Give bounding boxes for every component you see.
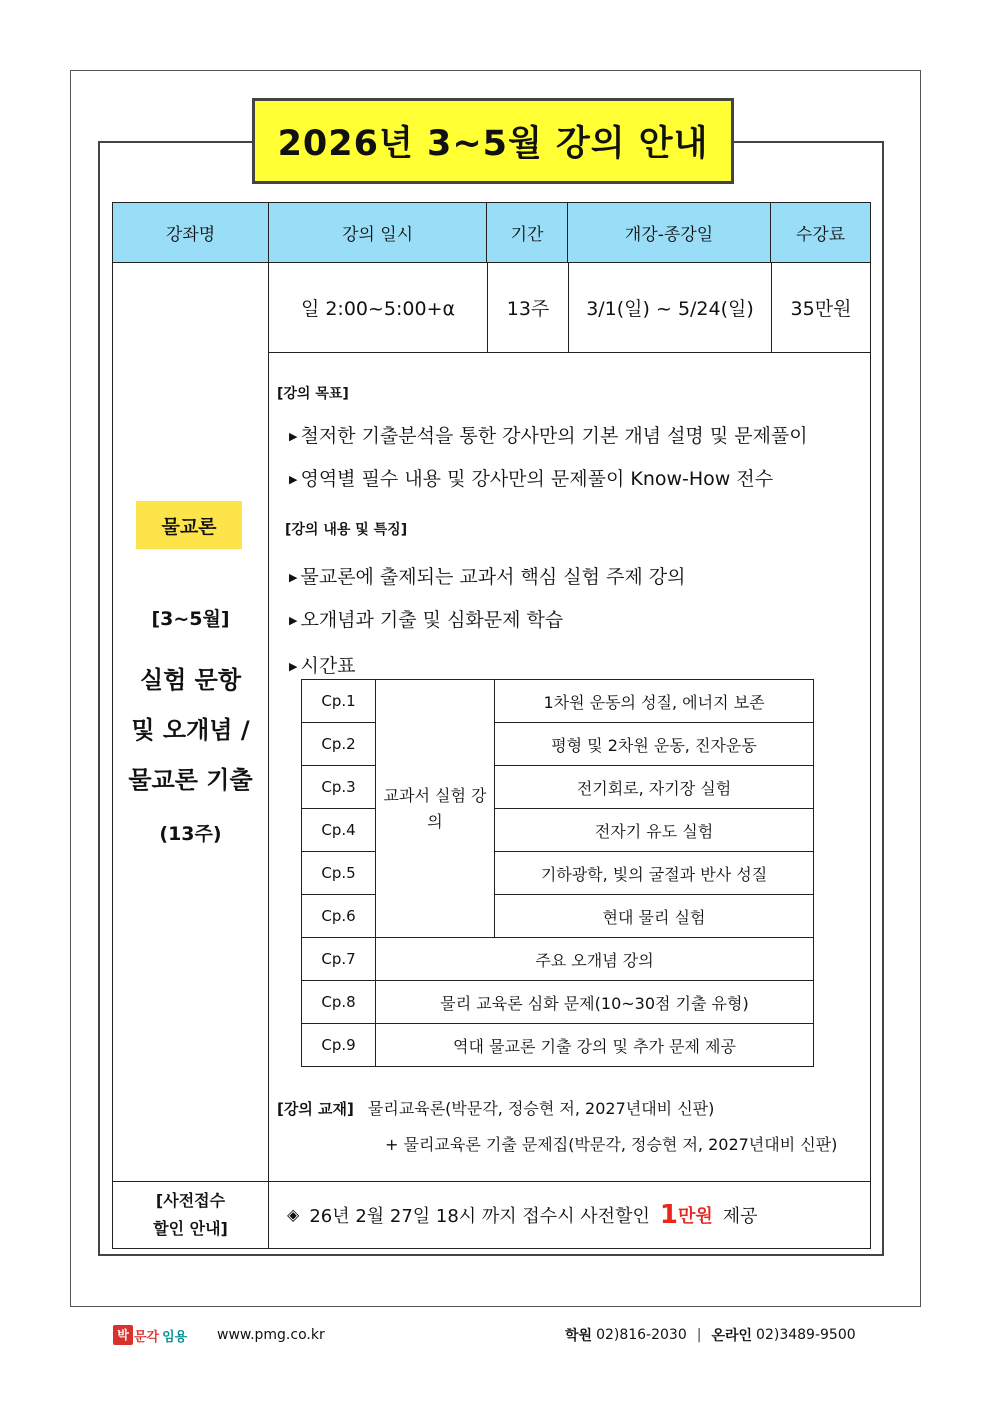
- cp-cell: Cp.1: [302, 680, 376, 723]
- book-main: 물리교육론(박문각, 정승현 저, 2027년대비 신판): [367, 1099, 715, 1118]
- triangle-bullet-icon: ▶: [289, 473, 298, 486]
- table-row: [302, 938, 814, 981]
- books-label: [강의 교재]: [277, 1100, 354, 1118]
- course-table: [112, 202, 871, 1249]
- fee-value: 35만원: [790, 298, 852, 320]
- header-dates: 개강-종강일: [568, 203, 771, 263]
- table-row: [302, 680, 814, 723]
- content-item: ▶ 물교론에 출제되는 교과서 핵심 실험 주제 강의: [289, 566, 686, 588]
- triangle-bullet-icon: ▶: [289, 660, 298, 673]
- books-line: [277, 1096, 714, 1119]
- academy-phone: 02)816-2030: [596, 1327, 687, 1343]
- topic-cell: 물리 교육론 심화 문제(10~30점 기출 유형): [376, 981, 814, 1024]
- topic-cell: 1차원 운동의 성질, 에너지 보존: [495, 680, 814, 723]
- course-title-line: 물교론 기출: [128, 766, 253, 794]
- goals-label: [강의 목표]: [277, 386, 349, 402]
- contact-info: 학원 02)816-2030 | 온라인 02)3489-9500: [565, 1327, 856, 1344]
- discount-detail: 26년 2월 27일 18시 까지 접수시 사전할인: [309, 1205, 650, 1227]
- divider: [268, 352, 870, 353]
- discount-unit: 만원: [677, 1205, 713, 1227]
- course-title-line: 실험 문항: [139, 666, 242, 694]
- triangle-bullet-icon: ▶: [289, 430, 298, 443]
- goal-item: ▶ 철저한 기출분석을 통한 강사만의 기본 개념 설명 및 문제풀이: [289, 425, 808, 447]
- topic-cell: 평형 및 2차원 운동, 진자운동: [495, 723, 814, 766]
- triangle-bullet-icon: ▶: [289, 571, 298, 584]
- cp-cell: Cp.3: [302, 766, 376, 809]
- cp-cell: Cp.9: [302, 1024, 376, 1067]
- content-item: ▶ 시간표: [289, 655, 356, 677]
- timetable: [301, 679, 814, 1067]
- divider: [268, 263, 269, 1248]
- course-title: [113, 655, 268, 805]
- triangle-bullet-icon: ▶: [289, 614, 298, 627]
- topic-cell: 주요 오개념 강의: [376, 938, 814, 981]
- topic-cell: 현대 물리 실험: [495, 895, 814, 938]
- table-row: [302, 1024, 814, 1067]
- cp-cell: Cp.6: [302, 895, 376, 938]
- page-title: 2026년 3~5월 강의 안내: [252, 98, 734, 184]
- duration-value: 13주: [506, 298, 550, 320]
- logo-mark-icon: 박: [113, 1325, 133, 1345]
- subject-badge: 물교론: [136, 501, 242, 549]
- cp-cell: Cp.5: [302, 852, 376, 895]
- content-item: ▶ 오개념과 기출 및 심화문제 학습: [289, 609, 564, 631]
- table-row: [302, 981, 814, 1024]
- dates-value: 3/1(일) ~ 5/24(일): [586, 298, 754, 320]
- website-link[interactable]: www.pmg.co.kr: [217, 1327, 325, 1343]
- topic-cell: 역대 물교론 기출 강의 및 추가 문제 제공: [376, 1024, 814, 1067]
- course-info: [113, 263, 268, 1181]
- diamond-icon: ◈: [287, 1205, 300, 1224]
- course-title-line: 및 오개념 /: [131, 716, 250, 744]
- course-term: [3~5월]: [151, 608, 230, 630]
- discount-text: [287, 1181, 758, 1248]
- schedule-value: 일 2:00~5:00+α: [300, 298, 456, 320]
- topic-cell: 기하광학, 빛의 굴절과 반사 성질: [495, 852, 814, 895]
- book-extra: + 물리교육론 기출 문제집(박문각, 정승현 저, 2027년대비 신판): [385, 1135, 838, 1154]
- course-weeks: (13주): [159, 823, 222, 845]
- header-schedule: 강의 일시: [269, 203, 487, 263]
- content-label: [강의 내용 및 특징]: [285, 522, 408, 538]
- online-phone: 02)3489-9500: [756, 1327, 856, 1343]
- cp-cell: Cp.4: [302, 809, 376, 852]
- group-cell: 교과서 실험 강의: [376, 680, 495, 938]
- discount-amount: 1: [659, 1199, 678, 1230]
- discount-suffix: 제공: [722, 1205, 758, 1227]
- topic-cell: 전자기 유도 실험: [495, 809, 814, 852]
- cp-cell: Cp.8: [302, 981, 376, 1024]
- header-fee: 수강료: [771, 203, 870, 263]
- cp-cell: Cp.2: [302, 723, 376, 766]
- header-duration: 기간: [487, 203, 568, 263]
- discount-label: [사전접수 할인 안내]: [153, 1190, 228, 1238]
- header-course-name: 강좌명: [113, 203, 269, 263]
- cp-cell: Cp.7: [302, 938, 376, 981]
- goal-item: ▶ 영역별 필수 내용 및 강사만의 문제풀이 Know-How 전수: [289, 468, 774, 490]
- brand-logo[interactable]: 박 문각 임용: [113, 1320, 187, 1350]
- topic-cell: 전기회로, 자기장 실험: [495, 766, 814, 809]
